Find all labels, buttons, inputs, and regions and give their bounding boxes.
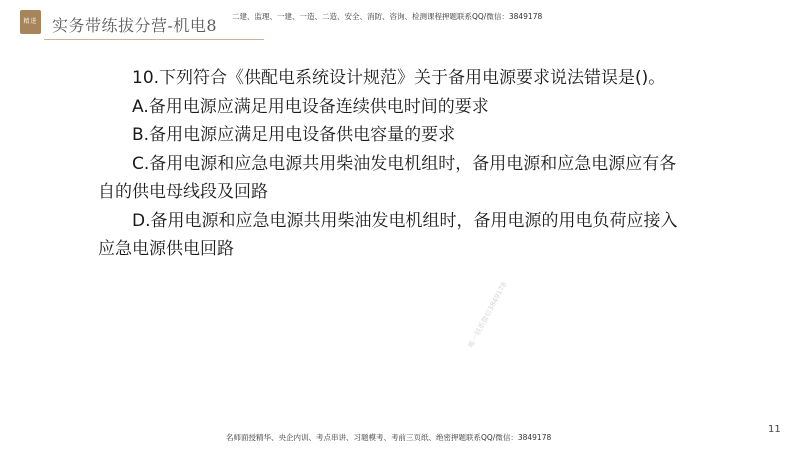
top-contact-notice: 二建、监理、一建、一造、二造、安全、消防、咨询、检测课程押题联系QQ/微信：3849178 <box>232 12 543 21</box>
footer-contact-notice: 名师面授精华、央企内训、考点串讲、习题模考、考前三页纸、绝密押题联系QQ/微信：3849178 <box>226 433 552 442</box>
option-b: B.备用电源应满足用电设备供电容量的要求 <box>132 125 456 145</box>
page-number: 11 <box>768 424 781 435</box>
question-block <box>98 64 678 264</box>
option-c: C.备用电源和应急电源共用柴油发电机组时，备用电源和应急电源应有各自的供电母线段及回路 <box>98 153 677 202</box>
slide-header <box>0 0 800 44</box>
watermark-text: 唯一联系微信3849178 <box>466 280 509 350</box>
question-stem: 10.下列符合《供配电系统设计规范》关于备用电源要求说法错误是()。 <box>132 68 666 88</box>
course-title: 实务带练拔分营-机电8 <box>52 16 218 35</box>
brand-logo: 精进 <box>20 10 41 34</box>
option-a: A.备用电源应满足用电设备连续供电时间的要求 <box>132 96 489 117</box>
option-d: D.备用电源和应急电源共用柴油发电机组时，备用电源的用电负荷应接入应急电源供电回路 <box>98 210 678 259</box>
header-underline <box>44 39 264 40</box>
